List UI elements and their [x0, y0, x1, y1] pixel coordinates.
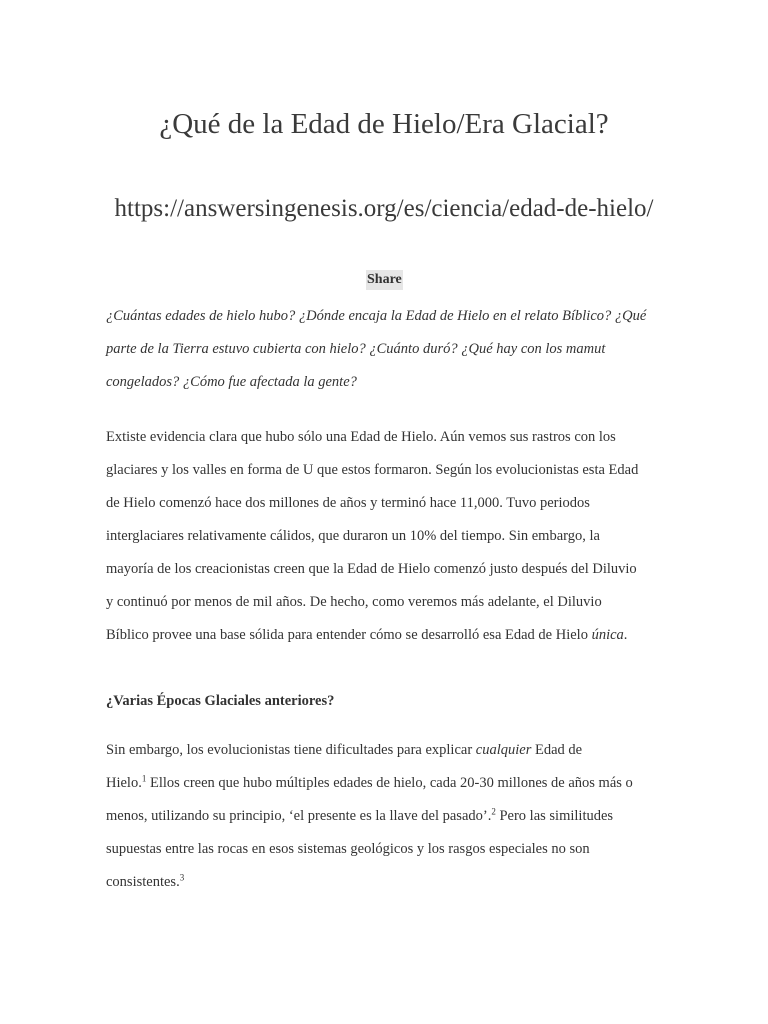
footnote-ref-3[interactable]: 3: [179, 872, 185, 883]
paragraph-line: [106, 866, 668, 899]
emphasis-text: única: [591, 627, 624, 643]
paragraph-text: .: [623, 627, 628, 643]
emphasis-text: cualquier: [475, 742, 532, 758]
document-title: ¿Qué de la Edad de Hielo/Era Glacial?: [159, 108, 609, 140]
paragraph-line: [106, 767, 668, 800]
paragraph-line: glaciares y los valles en forma de U que estos formaron. Según los evolucionistas esta Edad: [106, 462, 639, 478]
intro-questions: [106, 300, 666, 399]
footnote-ref-1[interactable]: 1: [141, 773, 147, 784]
share-button[interactable]: Share: [366, 270, 403, 290]
paragraph-text: Ellos creen que hubo múltiples edades de hielo, cada 20-30 millones de años más o: [146, 775, 633, 791]
paragraph-line: interglaciares relativamente cálidos, que duraron un 10% del tiempo. Sin embargo, la: [106, 528, 600, 544]
paragraph-text: Edad de: [531, 742, 583, 758]
intro-line: parte de la Tierra estuvo cubierta con hielo? ¿Cuánto duró? ¿Qué hay con los mamut: [106, 341, 606, 357]
paragraph-text: Sin embargo, los evolucionistas tiene dificultades para explicar: [106, 742, 476, 758]
paragraph-line: [106, 800, 668, 833]
intro-line: ¿Cuántas edades de hielo hubo? ¿Dónde encaja la Edad de Hielo en el relato Bíblico? ¿Qué: [106, 308, 647, 324]
paragraph-text: consistentes.: [106, 874, 180, 890]
paragraph-line: [106, 619, 668, 652]
paragraph-text: menos, utilizando su principio, ‘el presente es la llave del pasado’.: [106, 808, 492, 824]
section-heading: ¿Varias Épocas Glaciales anteriores?: [106, 693, 335, 709]
paragraph-text: Hielo.: [106, 775, 142, 791]
source-url[interactable]: https://answersingenesis.org/es/ciencia/edad-de-hielo/: [114, 195, 654, 222]
paragraph-line: supuestas entre las rocas en esos sistemas geológicos y los rasgos especiales no son: [106, 841, 590, 857]
paragraph-line: de Hielo comenzó hace dos millones de años y terminó hace 11,000. Tuvo periodos: [106, 495, 590, 511]
paragraph-text: Bíblico provee una base sólida para entender cómo se desarrolló esa Edad de Hielo: [106, 627, 592, 643]
body-paragraph-2: [106, 734, 668, 899]
paragraph-line: [106, 734, 668, 767]
footnote-ref-2[interactable]: 2: [491, 806, 496, 817]
intro-line: congelados? ¿Cómo fue afectada la gente?: [106, 374, 357, 390]
paragraph-line: Extiste evidencia clara que hubo sólo una Edad de Hielo. Aún vemos sus rastros con los: [106, 429, 616, 445]
paragraph-line: y continuó por menos de mil años. De hecho, como veremos más adelante, el Diluvio: [106, 594, 602, 610]
paragraph-line: mayoría de los creacionistas creen que la Edad de Hielo comenzó justo después del Diluvio: [106, 561, 637, 577]
paragraph-text: Pero las similitudes: [495, 808, 614, 824]
body-paragraph-1: [106, 421, 668, 652]
